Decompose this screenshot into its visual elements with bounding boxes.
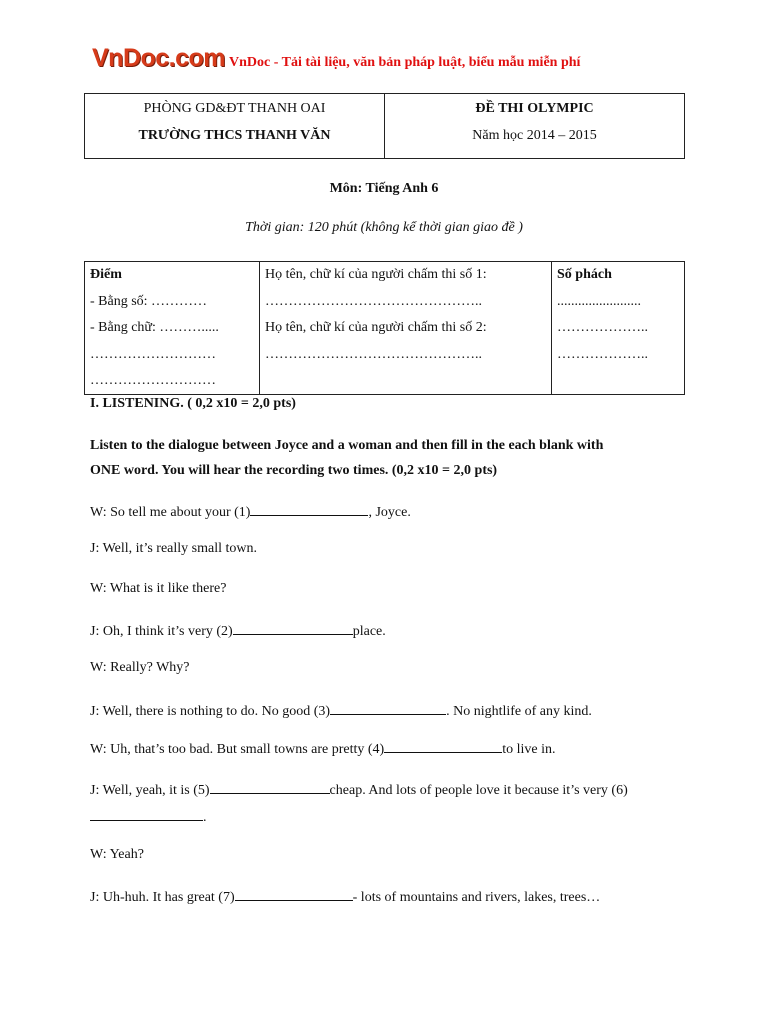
dialogue-text: - lots of mountains and rivers, lakes, trees… bbox=[352, 890, 601, 905]
dialogue-text: W: So tell me about your (1) bbox=[90, 505, 251, 520]
examiner-2-label: Họ tên, chữ kí của người chấm thi số 2: bbox=[265, 320, 487, 335]
instruction-line: Listen to the dialogue between Joyce and a woman and then fill in the each blank with bbox=[90, 438, 604, 453]
examiner-1-label: Họ tên, chữ kí của người chấm thi số 1: bbox=[265, 267, 487, 282]
dialogue-line: W: Yeah? bbox=[90, 847, 144, 862]
examiner-1-dots: ……………………………………….. bbox=[265, 293, 482, 309]
code-dots: ……………….. bbox=[557, 320, 648, 335]
examiner-column bbox=[260, 262, 552, 394]
score-in-numbers: - Bằng số: ………… bbox=[90, 293, 208, 309]
code-dots: ……………….. bbox=[557, 346, 648, 362]
section-title: I. LISTENING. ( 0,2 x10 = 2,0 pts) bbox=[90, 396, 296, 411]
blank-5 bbox=[210, 780, 330, 794]
dialogue-line bbox=[90, 887, 600, 906]
dialogue-line bbox=[90, 502, 411, 521]
dialogue-text: , Joyce. bbox=[368, 505, 411, 520]
dialogue-line bbox=[90, 739, 556, 758]
blank-1 bbox=[250, 502, 368, 516]
dialogue-text: W: Uh, that’s too bad. But small towns are pretty (4) bbox=[90, 742, 385, 757]
exam-header-table bbox=[84, 93, 685, 159]
dialogue-line bbox=[90, 701, 592, 720]
code-header: Số phách bbox=[557, 267, 612, 282]
instruction-line: ONE word. You will hear the recording two times. (0,2 x10 = 2,0 pts) bbox=[90, 463, 498, 478]
blank-7 bbox=[235, 887, 353, 901]
dialogue-line bbox=[90, 780, 628, 799]
blank-6 bbox=[90, 807, 203, 821]
dialogue-line: J: Well, it’s really small town. bbox=[90, 541, 257, 556]
score-column bbox=[85, 262, 260, 394]
time-allowed: Thời gian: 120 phút (không kể thời gian giao đề ) bbox=[245, 220, 523, 235]
score-dots: ……………………… bbox=[90, 373, 216, 388]
dialogue-line bbox=[90, 621, 386, 640]
blank-3 bbox=[330, 701, 446, 715]
dialogue-text: place. bbox=[352, 624, 386, 639]
dialogue-text: J: Well, there is nothing to do. No good (3) bbox=[90, 704, 331, 719]
exam-title: ĐỀ THI OLYMPIC bbox=[475, 101, 594, 116]
blank-2 bbox=[233, 621, 353, 635]
school-year: Năm học 2014 – 2015 bbox=[472, 128, 597, 143]
dialogue-line: W: Really? Why? bbox=[90, 660, 190, 675]
dialogue-text: to live in. bbox=[502, 742, 556, 757]
header-bar bbox=[92, 44, 580, 73]
site-tagline: VnDoc - Tải tài liệu, văn bản pháp luật, biểu mẫu miễn phí bbox=[229, 55, 581, 70]
code-column bbox=[552, 262, 684, 394]
dialogue-text: J: Uh-huh. It has great (7) bbox=[90, 890, 235, 905]
score-header: Điểm bbox=[90, 267, 122, 282]
dialogue-text: cheap. And lots of people love it because it’s very (6) bbox=[329, 783, 628, 798]
dialogue-text: . No nightlife of any kind. bbox=[446, 704, 592, 719]
vndoc-logo[interactable]: VnDoc.com bbox=[92, 44, 226, 72]
score-in-words: - Bằng chữ: ………..... bbox=[90, 320, 219, 335]
score-table bbox=[84, 261, 685, 395]
exam-info bbox=[385, 94, 684, 158]
instructions bbox=[90, 433, 690, 483]
dialogue-text: . bbox=[203, 810, 207, 825]
examiner-2-dots: ……………………………………….. bbox=[265, 346, 482, 362]
dialogue-line: W: What is it like there? bbox=[90, 581, 227, 596]
department-name: PHÒNG GD&ĐT THANH OAI bbox=[143, 101, 326, 116]
score-dots: ……………………… bbox=[90, 346, 216, 362]
school-name: TRƯỜNG THCS THANH VĂN bbox=[138, 128, 331, 143]
blank-4 bbox=[384, 739, 502, 753]
dialogue-line bbox=[90, 807, 207, 826]
dialogue-text: J: Well, yeah, it is (5) bbox=[90, 783, 210, 798]
code-dots: ........................ bbox=[557, 293, 641, 309]
subject-title: Môn: Tiếng Anh 6 bbox=[329, 181, 439, 196]
school-info bbox=[85, 94, 385, 158]
dialogue-text: J: Oh, I think it’s very (2) bbox=[90, 624, 233, 639]
